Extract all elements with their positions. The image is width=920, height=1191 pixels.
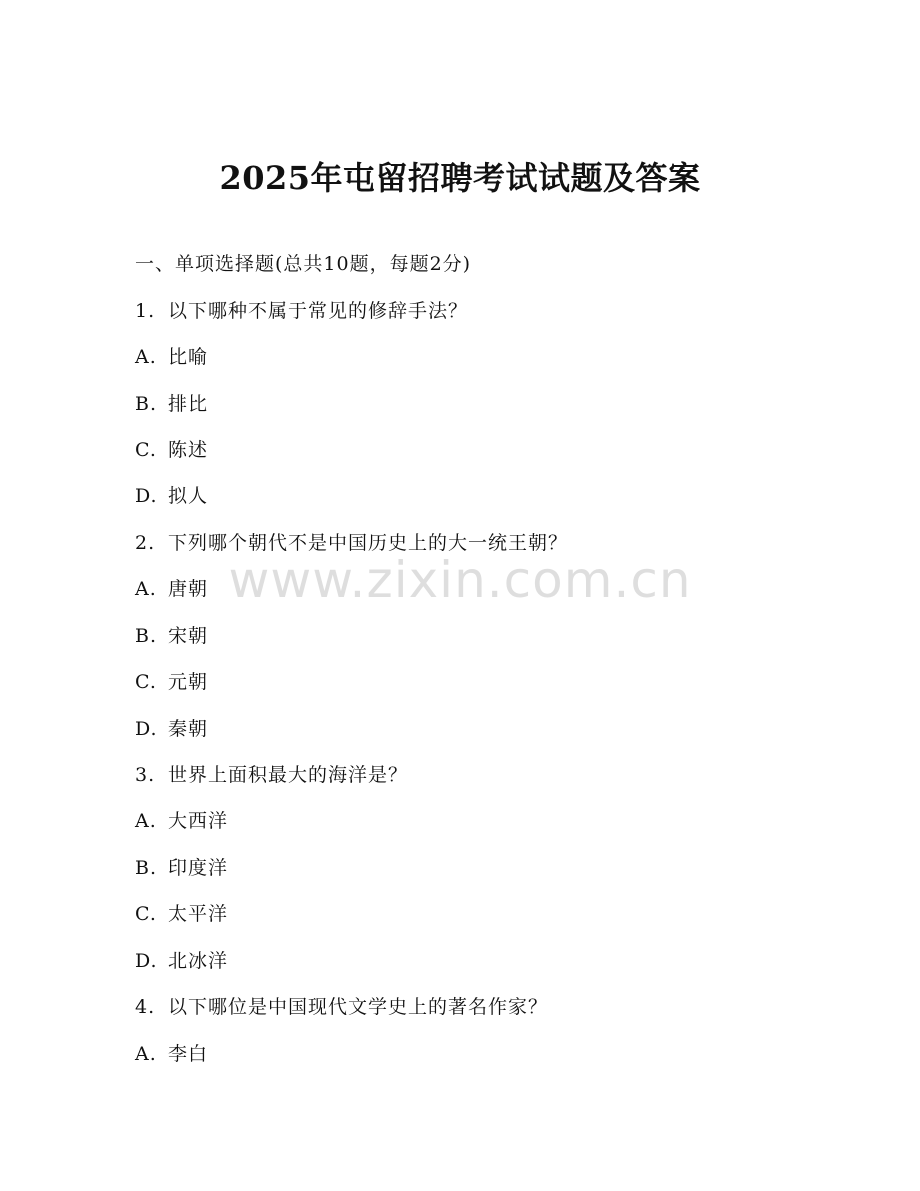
question-3-text: 世界上面积最大的海洋是？ [168,764,409,786]
question-1-option-b [135,392,208,416]
option-letter: C. [135,671,157,693]
option-letter: A. [135,346,157,368]
option-letter: C. [135,903,157,925]
option-letter: C. [135,439,157,461]
question-2-option-d [135,717,208,741]
question-3-option-b [135,856,228,880]
option-text: 北冰洋 [168,950,229,972]
question-4 [135,995,548,1019]
option-letter: B. [135,625,158,647]
question-1-option-a [135,345,208,369]
question-3-option-c [135,902,228,926]
option-text: 拟人 [168,485,209,507]
question-4-number: 4. [135,996,156,1018]
watermark: www.zixin.com.cn [228,551,692,609]
section-heading: 一、单项选择题(总共10题，每题2分) [135,253,472,275]
option-letter: D. [135,485,158,507]
option-text: 元朝 [168,671,209,693]
document-title: 2025年屯留招聘考试试题及答案 [219,159,701,197]
question-2-text: 下列哪个朝代不是中国历史上的大一统王朝？ [168,532,569,554]
option-letter: A. [135,810,157,832]
question-3-number: 3. [135,764,156,786]
option-text: 唐朝 [168,578,209,600]
option-text: 排比 [168,393,209,415]
option-letter: D. [135,718,158,740]
question-4-option-a [135,1042,208,1066]
question-2-option-b [135,624,208,648]
question-4-text: 以下哪位是中国现代文学史上的著名作家？ [168,996,549,1018]
option-letter: A. [135,578,157,600]
option-text: 宋朝 [168,625,209,647]
question-1 [135,299,468,323]
option-letter: B. [135,857,158,879]
option-text: 秦朝 [168,718,209,740]
question-1-option-d [135,484,208,508]
option-text: 陈述 [168,439,209,461]
question-3-option-d [135,949,228,973]
option-letter: D. [135,950,158,972]
question-1-text: 以下哪种不属于常见的修辞手法？ [168,300,469,322]
option-text: 李白 [168,1043,209,1065]
question-2-number: 2. [135,532,156,554]
option-text: 印度洋 [168,857,229,879]
question-1-number: 1. [135,300,156,322]
option-text: 太平洋 [168,903,229,925]
option-text: 大西洋 [168,810,229,832]
question-3 [135,763,408,787]
option-letter: A. [135,1043,157,1065]
option-letter: B. [135,393,158,415]
question-2-option-c [135,670,208,694]
option-text: 比喻 [168,346,209,368]
question-3-option-a [135,809,228,833]
question-1-option-c [135,438,208,462]
